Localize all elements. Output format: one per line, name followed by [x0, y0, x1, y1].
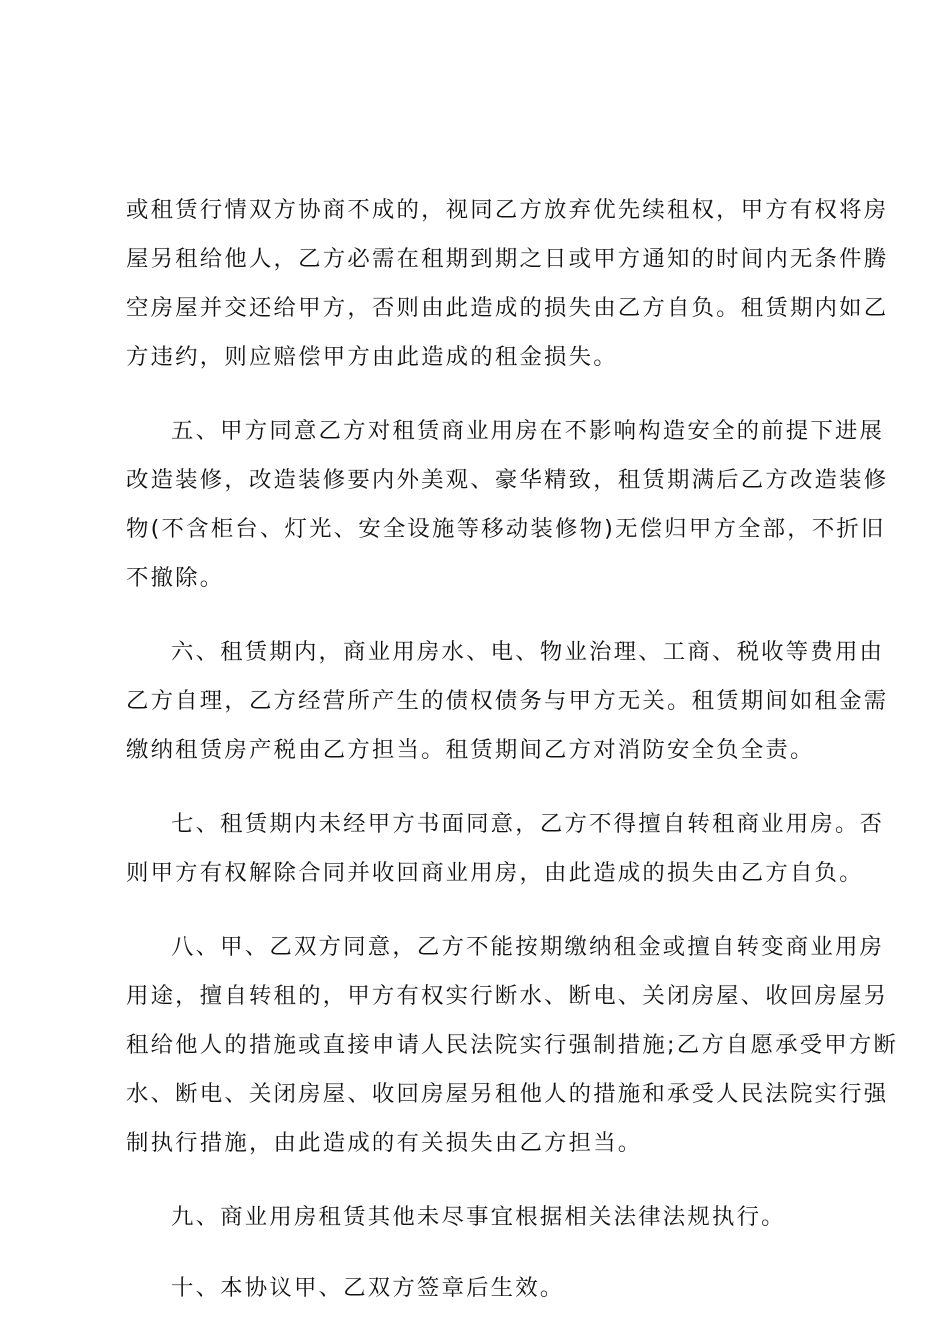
text-line: 改造装修，改造装修要内外美观、豪华精致，租赁期满后乙方改造装修: [126, 467, 889, 493]
text-line: 制执行措施，由此造成的有关损失由乙方担当。: [126, 1130, 643, 1156]
text-line: 屋另租给他人，乙方必需在租期到期之日或甲方通知的时间内无条件腾: [126, 246, 889, 272]
paragraph-clause-5: [126, 407, 889, 603]
paragraph-clause-10: [126, 1264, 834, 1313]
text-line: 缴纳租赁房产税由乙方担当。租赁期间乙方对消防安全负全责。: [126, 737, 815, 763]
paragraph-clause-8: [126, 923, 899, 1168]
text-line: 乙方自理，乙方经营所产生的债权债务与甲方无关。租赁期间如租金需: [126, 688, 889, 714]
text-line: 六、租赁期内，商业用房水、电、物业治理、工商、税收等费用由: [171, 639, 885, 665]
text-line: 则甲方有权解除合同并收回商业用房，由此造成的损失由乙方自负。: [126, 860, 864, 886]
text-line: 八、甲、乙双方同意，乙方不能按期缴纳租金或擅自转变商业用房: [171, 934, 885, 960]
text-line: 用途，擅自转租的，甲方有权实行断水、断电、关闭房屋、收回房屋另: [126, 983, 889, 1009]
text-line: 物(不含柜台、灯光、安全设施等移动装修物)无偿归甲方全部，不折旧: [126, 516, 886, 542]
text-line: 租给他人的措施或直接申请人民法院实行强制措施;乙方自愿承受甲方断: [126, 1032, 899, 1058]
text-line: 七、租赁期内未经甲方书面同意，乙方不得擅自转租商业用房。否: [171, 811, 885, 837]
text-line: 九、商业用房租赁其他未尽事宜根据相关法律法规执行。: [171, 1204, 786, 1230]
text-line: 空房屋并交还给甲方，否则由此造成的损失由乙方自负。租赁期内如乙: [126, 295, 889, 321]
document-body: [126, 186, 899, 1338]
paragraph-continuation: [126, 186, 889, 382]
paragraph-clause-7: [126, 800, 885, 898]
text-line: 十、本协议甲、乙双方签章后生效。: [171, 1275, 565, 1301]
text-line: 方违约，则应赔偿甲方由此造成的租金损失。: [126, 344, 618, 370]
text-line: 水、断电、关闭房屋、收回房屋另租他人的措施和承受人民法院实行强: [126, 1081, 889, 1107]
paragraph-clause-9: [126, 1193, 834, 1242]
text-line: 不撤除。: [126, 565, 225, 591]
text-line: 五、甲方同意乙方对租赁商业用房在不影响构造安全的前提下进展: [171, 418, 885, 444]
text-line: 或租赁行情双方协商不成的，视同乙方放弃优先续租权，甲方有权将房: [126, 197, 889, 223]
paragraph-clause-6: [126, 628, 889, 775]
